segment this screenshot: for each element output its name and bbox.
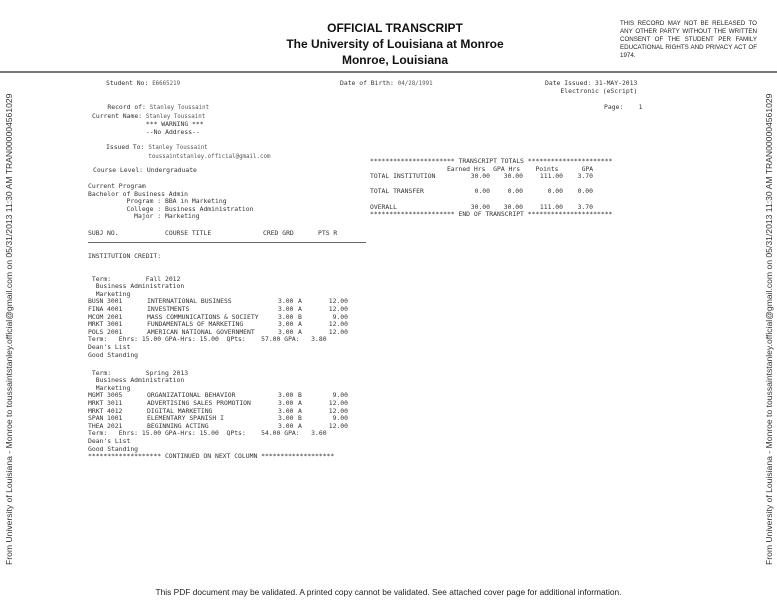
term-block-spring-2013	[88, 362, 348, 461]
term-major: Marketing	[95, 383, 131, 392]
course-row: MCOM 2001 MASS COMMUNICATIONS & SOCIETY 3.00 B 9.00	[88, 312, 348, 321]
degree-value: Bachelor of Business Admin	[88, 189, 189, 198]
term-honors: Dean's List	[88, 436, 131, 445]
course-row: FINA 4001 INVESTMENTS 3.00 A 12.00	[88, 304, 348, 313]
page-value: 1	[638, 103, 643, 111]
issued-to-block	[106, 144, 270, 161]
course-level-row	[93, 167, 197, 175]
term-block-fall-2012	[88, 268, 348, 359]
issued-to-name: Stanley Toussaint	[148, 145, 208, 151]
totals-footer: ********************** END OF TRANSCRIPT **********************	[370, 210, 613, 219]
side-stamp-right: From University of Louisiana - Monroe to toussaintstanley.official@gmail.com on 05/31/2013 11:30 AM TRAN000004561029	[764, 93, 774, 565]
term-college: Business Administration	[95, 376, 185, 385]
course-row: MRKT 3001 FUNDAMENTALS OF MARKETING 3.00 A 12.00	[88, 320, 348, 329]
program-label: Program :	[126, 197, 162, 206]
term-college: Business Administration	[95, 282, 185, 291]
continued-marker: ******************* CONTINUED ON NEXT COLUMN *******************	[88, 452, 335, 461]
university-name: The University of Louisiana at Monroe	[286, 37, 504, 51]
course-level-label: Course Level:	[93, 166, 144, 174]
warning-text: *** WARNING ***	[145, 120, 204, 129]
date-issued-label: Date Issued:	[545, 79, 592, 87]
totals-row-transfer: TOTAL TRANSFER 0.00 0.00 0.00 0.00	[370, 187, 593, 196]
university-location: Monroe, Louisiana	[341, 53, 448, 67]
course-row: MRKT 3011 ADVERTISING SALES PROMOTION 3.00 A 12.00	[88, 398, 348, 407]
document-header	[280, 20, 510, 68]
col-subj: SUBJ	[88, 229, 104, 237]
col-pts-r: PTS R	[318, 229, 338, 237]
dob-row	[340, 80, 433, 89]
term-name: Fall 2012	[145, 274, 181, 283]
record-block	[92, 104, 209, 136]
term-major: Marketing	[95, 289, 131, 298]
transcript-totals	[370, 158, 612, 219]
date-issued-value: 31-MAY-2013	[595, 79, 638, 87]
side-stamp-left: From University of Louisiana - Monroe to toussaintstanley.official@gmail.com on 05/31/2013 11:30 AM TRAN000004561029	[4, 93, 14, 565]
term-label: Term:	[91, 274, 112, 283]
course-row: MGMT 3005 ORGANIZATIONAL BEHAVIOR 3.00 B 9.00	[88, 391, 348, 400]
current-name-label: Current Name:	[92, 111, 143, 120]
delivery-method: Electronic (eScript)	[560, 86, 638, 95]
term-label: Term:	[91, 368, 112, 377]
major-value: Marketing	[164, 212, 200, 221]
page-number-row	[604, 104, 643, 112]
program-block	[88, 183, 253, 221]
course-row: SPAN 1001 ELEMENTARY SPANISH I 3.00 B 9.00	[88, 414, 348, 423]
issue-info	[545, 80, 637, 95]
term-standing: Good Standing	[88, 444, 139, 453]
course-row: THEA 2021 BEGINNING ACTING 3.00 A 12.00	[88, 421, 348, 430]
student-no-row	[106, 80, 180, 89]
document-title: OFFICIAL TRANSCRIPT	[327, 21, 463, 35]
term-standing: Good Standing	[88, 350, 139, 359]
col-cred-grd: CRED GRD	[263, 229, 294, 237]
course-row: BUSN 3001 INTERNATIONAL BUSINESS 3.00 A 12.00	[88, 297, 348, 306]
page-label: Page:	[604, 103, 624, 111]
course-column-headers	[88, 230, 368, 238]
program-value: BBA in Marketing	[164, 197, 227, 206]
record-of-value: Stanley Toussaint	[149, 105, 210, 111]
term-summary: Term: Ehrs: 15.00 GPA-Hrs: 15.00 QPts: 54.00 GPA: 3.60	[88, 429, 327, 438]
dob-value: 04/28/1991	[397, 81, 433, 87]
dob-label: Date of Birth:	[340, 79, 394, 87]
institution-credit-label: INSTITUTION CREDIT:	[88, 252, 162, 260]
totals-column-headers: Earned Hrs GPA Hrs Points GPA	[370, 164, 594, 173]
term-honors: Dean's List	[88, 342, 131, 351]
issued-to-label: Issued To:	[106, 143, 145, 151]
student-no-label: Student No:	[106, 79, 149, 87]
course-level-value: Undergraduate	[146, 166, 197, 174]
totals-header: ********************** TRANSCRIPT TOTALS **********************	[370, 157, 613, 165]
term-summary: Term: Ehrs: 15.00 GPA-Hrs: 15.00 QPts: 57.00 GPA: 3.80	[88, 335, 327, 344]
college-value: Business Administration	[164, 204, 254, 213]
col-course-title: COURSE TITLE	[165, 229, 212, 237]
record-of-label: Record of:	[107, 103, 146, 111]
validation-footer-note: This PDF document may be validated. A printed copy cannot be validated. See attached cover page for additional information.	[155, 587, 622, 597]
issued-to-email: toussaintstanley.official@gmail.com	[148, 153, 271, 160]
privacy-notice: THIS RECORD MAY NOT BE RELEASED TO ANY OTHER PARTY WITHOUT THE WRITTEN CONSENT OF THE STUDENT PER FAMILY EDUCATIONAL RIGHTS AND PRIVACY ACT OF 1974.	[620, 20, 757, 59]
course-row: POLS 2001 AMERICAN NATIONAL GOVERNMENT 3.00 A 12.00	[88, 327, 348, 336]
totals-row-overall: OVERALL 30.00 30.00 111.00 3.70	[370, 202, 593, 211]
current-program-label: Current Program	[88, 182, 146, 190]
totals-row-institution: TOTAL INSTITUTION 30.00 30.00 111.00 3.70	[370, 172, 593, 181]
student-no-value: E6665219	[152, 81, 181, 87]
college-label: College :	[126, 204, 162, 213]
no-address-text: --No Address--	[145, 127, 200, 136]
major-label: Major :	[134, 212, 162, 221]
course-row: MRKT 4012 DIGITAL MARKETING 3.00 A 12.00	[88, 406, 348, 415]
header-divider	[0, 71, 777, 73]
current-name-value: Stanley Toussaint	[145, 113, 206, 120]
column-header-divider	[88, 242, 366, 243]
col-no: NO.	[107, 229, 119, 237]
term-name: Spring 2013	[145, 368, 189, 377]
